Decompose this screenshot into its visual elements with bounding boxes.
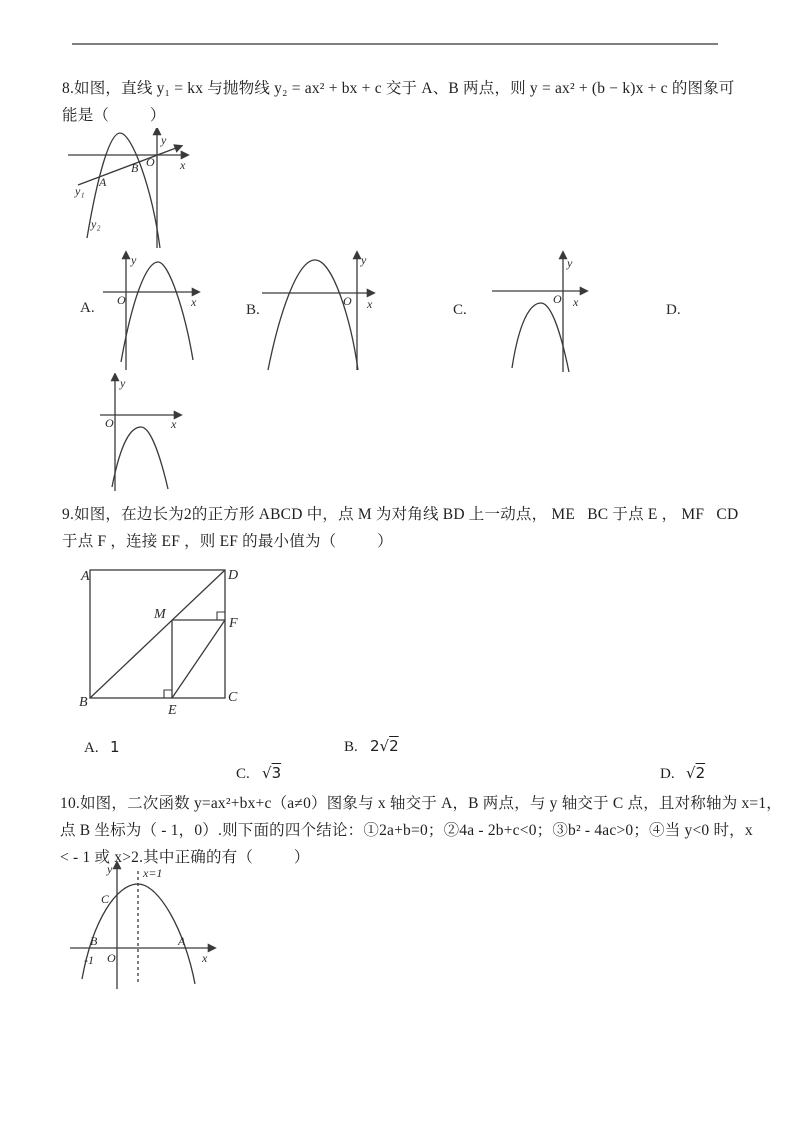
y-axis-label: y (161, 133, 167, 147)
right-angle-mark-f (217, 612, 225, 620)
vertex-b-label: B (79, 695, 88, 710)
parabola (512, 303, 569, 372)
minus-one-tick-label: -1 (84, 953, 94, 967)
origin-label: O (117, 293, 126, 307)
line-y1-label: y₁ (75, 184, 85, 198)
q9-option-a: A. 1 (84, 738, 120, 756)
q8-option-c-letter: C. (453, 302, 467, 318)
q9-option-d-letter: D. (660, 766, 675, 782)
q9-text-line1: 9.如图，在边长为2的正方形 ABCD 中，点 M 为对角线 BD 上一动点， ME BC 于点 E ， MF CD (62, 506, 739, 523)
q8-option-b-graph (255, 250, 377, 372)
q8-figure (60, 128, 195, 250)
q8-text-line2: 能是（ ） (62, 107, 166, 124)
right-angle-mark-e (164, 690, 172, 698)
origin-label: O (146, 155, 155, 169)
y-axis-label: y (567, 256, 573, 270)
parabola (268, 260, 358, 370)
origin-label: O (343, 294, 352, 308)
origin-label: O (107, 951, 116, 965)
x-axis-label: x (191, 295, 197, 309)
point-m-label: M (154, 607, 166, 622)
q10-text-line2: 点 B 坐标为（ - 1，0）.则下面的四个结论：①2a+b=0；②4a - 2b+c<0；③b² - 4ac>0；④当 y<0 时，x (60, 822, 753, 839)
origin-label: O (105, 416, 114, 430)
segment-ef (172, 620, 225, 698)
q9-text-line2: 于点 F ，连接 EF ，则 EF 的最小值为（ ） (62, 533, 393, 550)
point-c-label: C (101, 892, 110, 906)
y-axis-label: y (361, 253, 367, 267)
header-rule (72, 43, 718, 45)
parabola (121, 262, 193, 362)
parabola (112, 427, 168, 489)
q10-text-line3: < - 1 或 x>2.其中正确的有（ ） (60, 849, 310, 866)
q10-text-line1: 10.如图，二次函数 y=ax²+bx+c（a≠0）图象与 x 轴交于 A，B 两点，与 y 轴交于 C 点，且对称轴为 x=1， (60, 795, 783, 812)
parabola-y2-label: y₂ (91, 217, 101, 231)
q8-option-d-letter: D. (666, 302, 681, 318)
point-a-label: A (99, 175, 107, 189)
diagonal-bd (90, 570, 225, 698)
q8-option-a-letter: A. (80, 300, 95, 316)
q10-figure (65, 861, 220, 993)
x-axis-label: x (202, 951, 208, 965)
y-axis-label: y (107, 862, 113, 876)
vertex-c-label: C (228, 690, 238, 705)
q8-text-line1: 8.如图，直线 y₁ = kx 与抛物线 y₂ = ax² + bx + c 交于 A、B 两点，则 y = ax² + (b − k)x + c 的图象可 (62, 80, 735, 97)
line-y1 (78, 148, 176, 185)
x-axis-label: x (171, 417, 177, 431)
point-a-label: A (178, 934, 186, 948)
x-axis-label: x (573, 295, 579, 309)
vertex-d-label: D (228, 568, 239, 583)
y-axis-label: y (131, 253, 137, 267)
x-axis-label: x (180, 158, 186, 172)
y-axis-label: y (120, 376, 126, 390)
q8-option-c-graph (485, 250, 597, 374)
axis-of-symmetry-label: x=1 (143, 866, 163, 880)
q9-option-d: D. √2 (660, 764, 706, 782)
x-axis-label: x (367, 297, 373, 311)
point-b-label: B (131, 161, 139, 175)
point-b-label: B (90, 934, 98, 948)
origin-label: O (553, 292, 562, 306)
q9-option-c: C. √3 (236, 764, 282, 782)
q9-figure (78, 563, 240, 718)
vertex-a-label: A (81, 569, 90, 584)
q9-option-b-letter: B. (344, 739, 358, 755)
q9-option-a-letter: A. (84, 740, 99, 756)
point-f-label: F (229, 616, 238, 631)
point-e-label: E (168, 703, 177, 718)
q8-option-d-graph (95, 373, 205, 493)
q9-option-c-letter: C. (236, 766, 250, 782)
q9-option-b: B. 2√2 (344, 737, 399, 755)
q8-option-b-letter: B. (246, 302, 260, 318)
q8-option-a-graph (95, 250, 205, 372)
